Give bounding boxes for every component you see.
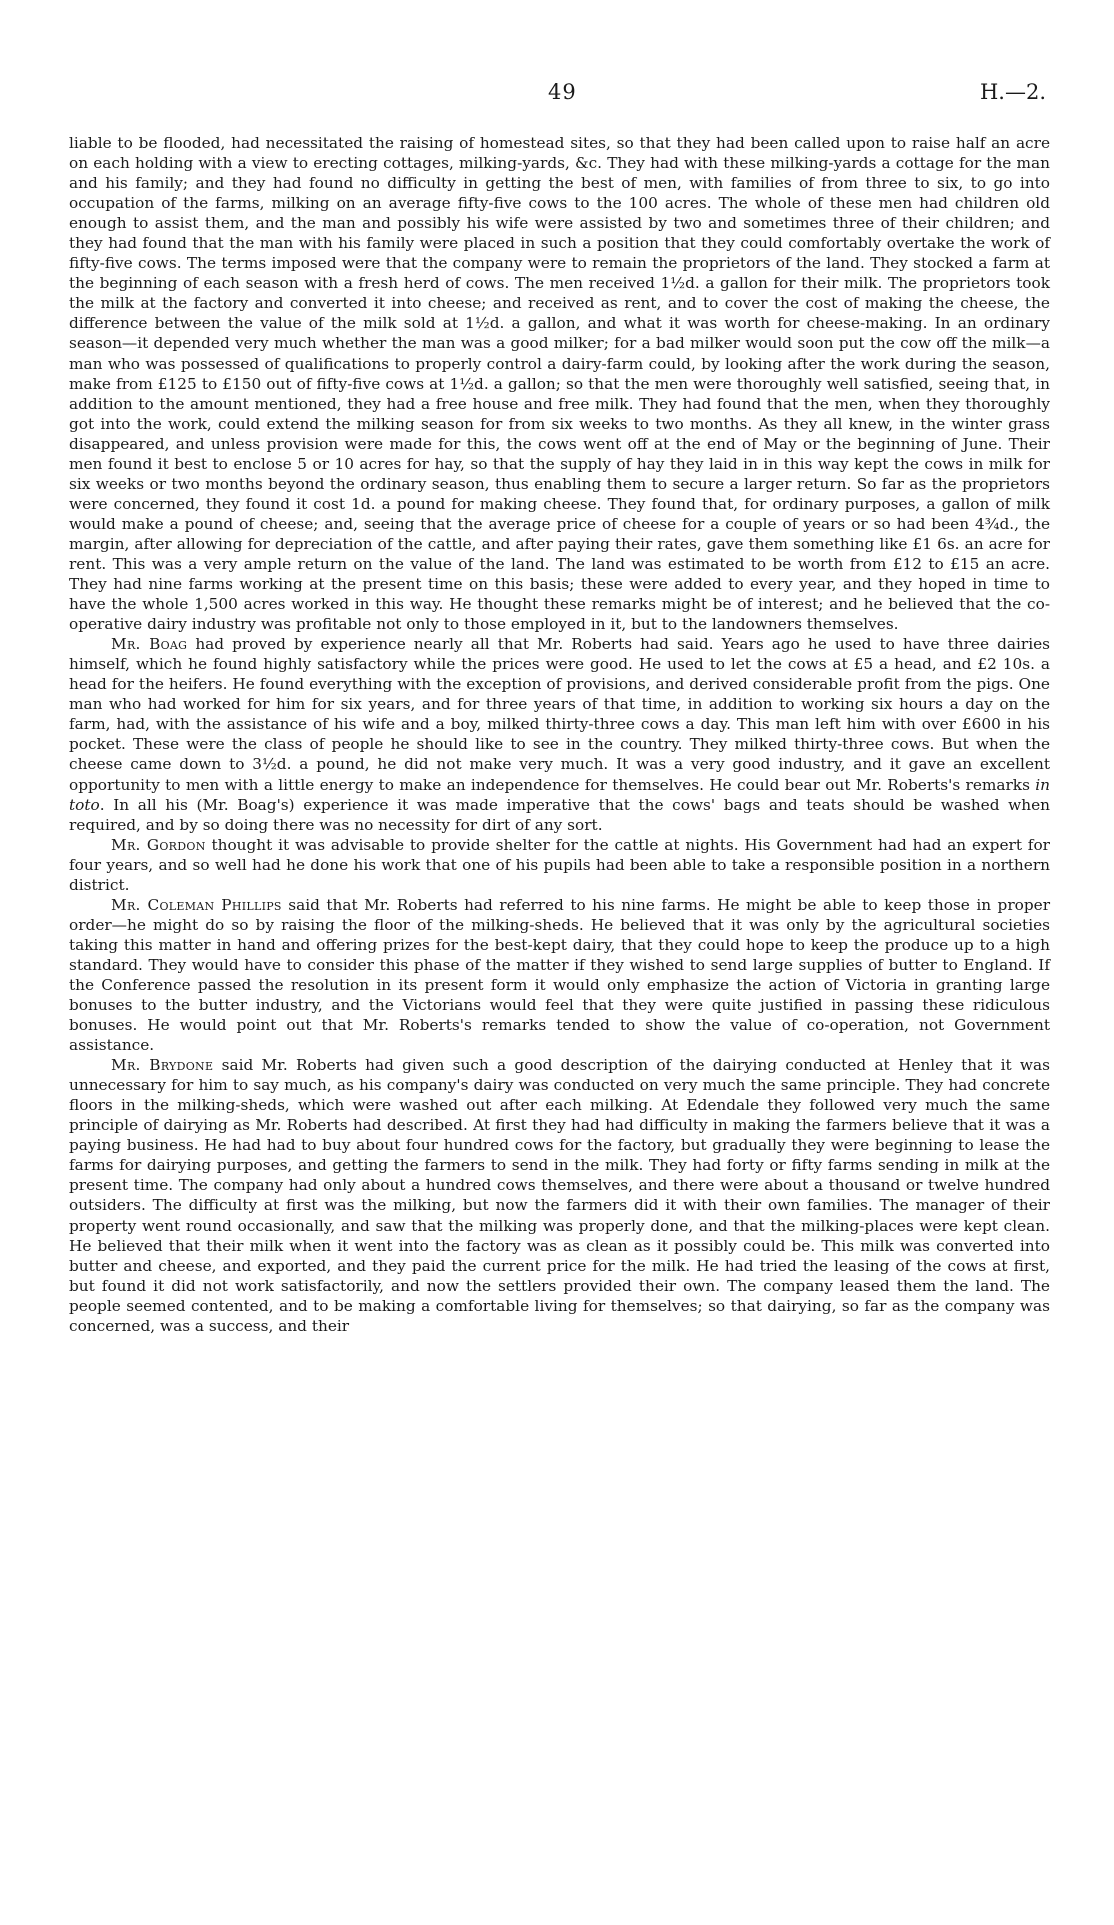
page-header <box>0 80 1114 110</box>
paragraph-brydone: Mr. Brydone said Mr. Roberts had given such a good description of the dairying conducted at Henley that it was unnecessary for him to say much, as his company's dairy was conducted on very much the same principle. They had concrete floors in the milking-sheds, which were washed out after each milking. At Edendale they followed very much the same principle of dairying as Mr. Roberts had described. At first they had had difficulty in making the farmers believe that it was a paying business. He had had to buy about four hundred cows for the factory, but gradually they were beginning to lease the farms for dairying purposes, and getting the farmers to send in the milk. They had forty or fifty farms sending in milk at the present time. The company had only about a hundred cows themselves, and there were about a thousand or twelve hundred outsiders. The difficulty at first was the milking, but now the farmers did it with their own families. The manager of their property went round occasionally, and saw that the milking was properly done, and that the milking-places were kept clean. He believed that their milk when it went into the factory was as clean as it possibly could be. This milk was converted into butter and cheese, and exported, and they paid the current price for the milk. He had tried the leasing of the cows at first, but found it did not work satisfactorily, and now the settlers provided their own. The company leased them the land. The people seemed contented, and to be making a comfortable living for themselves; so that dairying, so far as the company was concerned, was a success, and their <box>69 1056 1050 1335</box>
paragraph-gordon: Mr. Gordon thought it was advisable to provide shelter for the cattle at nights. His Government had had an expert for four years, and so well had he done his work that one of his pupils had been able to take a responsible position in a northern district. <box>69 835 1050 894</box>
paragraph-coleman-phillips: Mr. Coleman Phillips said that Mr. Roberts had referred to his nine farms. He might be able to keep those in proper order—he might do so by raising the floor of the milking-sheds. He believed that it was only by the agricultural societies taking this matter in hand and offering prizes for the best-kept dairy, that they could hope to keep the produce up to a high standard. They would have to consider this phase of the matter if they wished to send large supplies of butter to England. If the Conference passed the resolution in its present form it would only emphasize the action of Victoria in granting large bonuses to the butter industry, and the Victorians would feel that they were quite justified in passing these ridiculous bonuses. He would point out that Mr. Roberts's remarks tended to show the value of co-operation, not Government assistance. <box>69 895 1051 1055</box>
speaker-name: Mr. Brydone <box>111 1056 214 1075</box>
italic-phrase: in toto <box>69 775 1050 814</box>
document-code: H.—2. <box>979 80 1046 104</box>
speaker-name: Mr. Gordon <box>111 835 206 854</box>
page-number: 49 <box>548 80 577 104</box>
speaker-name: Mr. Boag <box>111 635 188 654</box>
body-text <box>69 133 1050 1336</box>
paragraph-boag: Mr. Boag had proved by experience nearly all that Mr. Roberts had said. Years ago he used to have three dairies himself, which he found highly satisfactory while the prices were good. He used to let the cows at £5 a head, and £2 10s. a head for the heifers. He found everything with the exception of provisions, and derived considerable profit from the pigs. One man who had worked for him for six years, and for three years of that time, in addition to working six hours a day on the farm, had, with the assistance of his wife and a boy, milked thirty-three cows a day. This man left him with over £600 in his pocket. These were the class of people he should like to see in the country. They milked thirty-three cows. But when the cheese came down to 3½d. a pound, he did not make very much. It was a very good industry, and it gave an excellent opportunity to men with a little energy to make an independence for themselves. He could bear out Mr. Roberts's remarks in toto. In all his (Mr. Boag's) experience it was made imperative that the cows' bags and teats should be washed when required, and by so doing there was no necessity for dirt of any sort. <box>69 635 1051 834</box>
paragraph-continuation: liable to be flooded, had necessitated the raising of homestead sites, so that they had been called upon to raise half an acre on each holding with a view to erecting cottages, milking-yards, &c. They had with these milking-yards a cottage for the man and his family; and they had found no difficulty in getting the best of men, with families of from three to six, to go into occupation of the farms, milking on an average fifty-five cows to the 100 acres. The whole of these men had children old enough to assist them, and the man and possibly his wife were assisted by two and sometimes three of their children; and they had found that the man with his family were placed in such a position that they could comfortably overtake the work of fifty-five cows. The terms imposed were that the company were to remain the proprietors of the land. They stocked a farm at the beginning of each season with a fresh herd of cows. The men received 1½d. a gallon for their milk. The proprietors took the milk at the factory and converted it into cheese; and received as rent, and to cover the cost of making the cheese, the difference between the value of the milk sold at 1½d. a gallon, and what it was worth for cheese-making. In an ordinary season—it depended very much whether the man was a good milker; for a bad milker would soon put the cow off the milk—a man who was possessed of qualifications to properly control a dairy-farm could, by looking after the work during the season, make from £125 to £150 out of fifty-five cows at 1½d. a gallon; so that the men were thoroughly well satisfied, seeing that, in addition to the amount mentioned, they had a free house and free milk. They had found that the men, when they thoroughly got into the work, could extend the milking season for from six weeks to two months. As they all knew, in the winter grass disappeared, and unless provision were made for this, the cows went off at the end of May or the beginning of June. Their men found it best to enclose 5 or 10 acres for hay, so that the supply of hay they laid in in this way kept the cows in milk for six weeks or two months beyond the ordinary season, thus enabling them to secure a larger return. So far as the proprietors were concerned, they found it cost 1d. a pound for making cheese. They found that, for ordinary purposes, a gallon of milk would make a pound of cheese; and, seeing that the average price of cheese for a couple of years or so had been 4¾d., the margin, after allowing for depreciation of the cattle, and after paying their rates, gave them something like £1 6s. an acre for rent. This was a very ample return on the value of the land. The land was estimated to be worth from £12 to £15 an acre. They had nine farms working at the present time on this basis; these were added to every year, and they hoped in time to have the whole 1,500 acres worked in this way. He thought these remarks might be of interest; and he believed that the co-operative dairy industry was profitable not only to those employed in it, but to the landowners themselves. <box>69 134 1050 634</box>
speaker-name: Mr. Coleman Phillips <box>111 895 282 914</box>
